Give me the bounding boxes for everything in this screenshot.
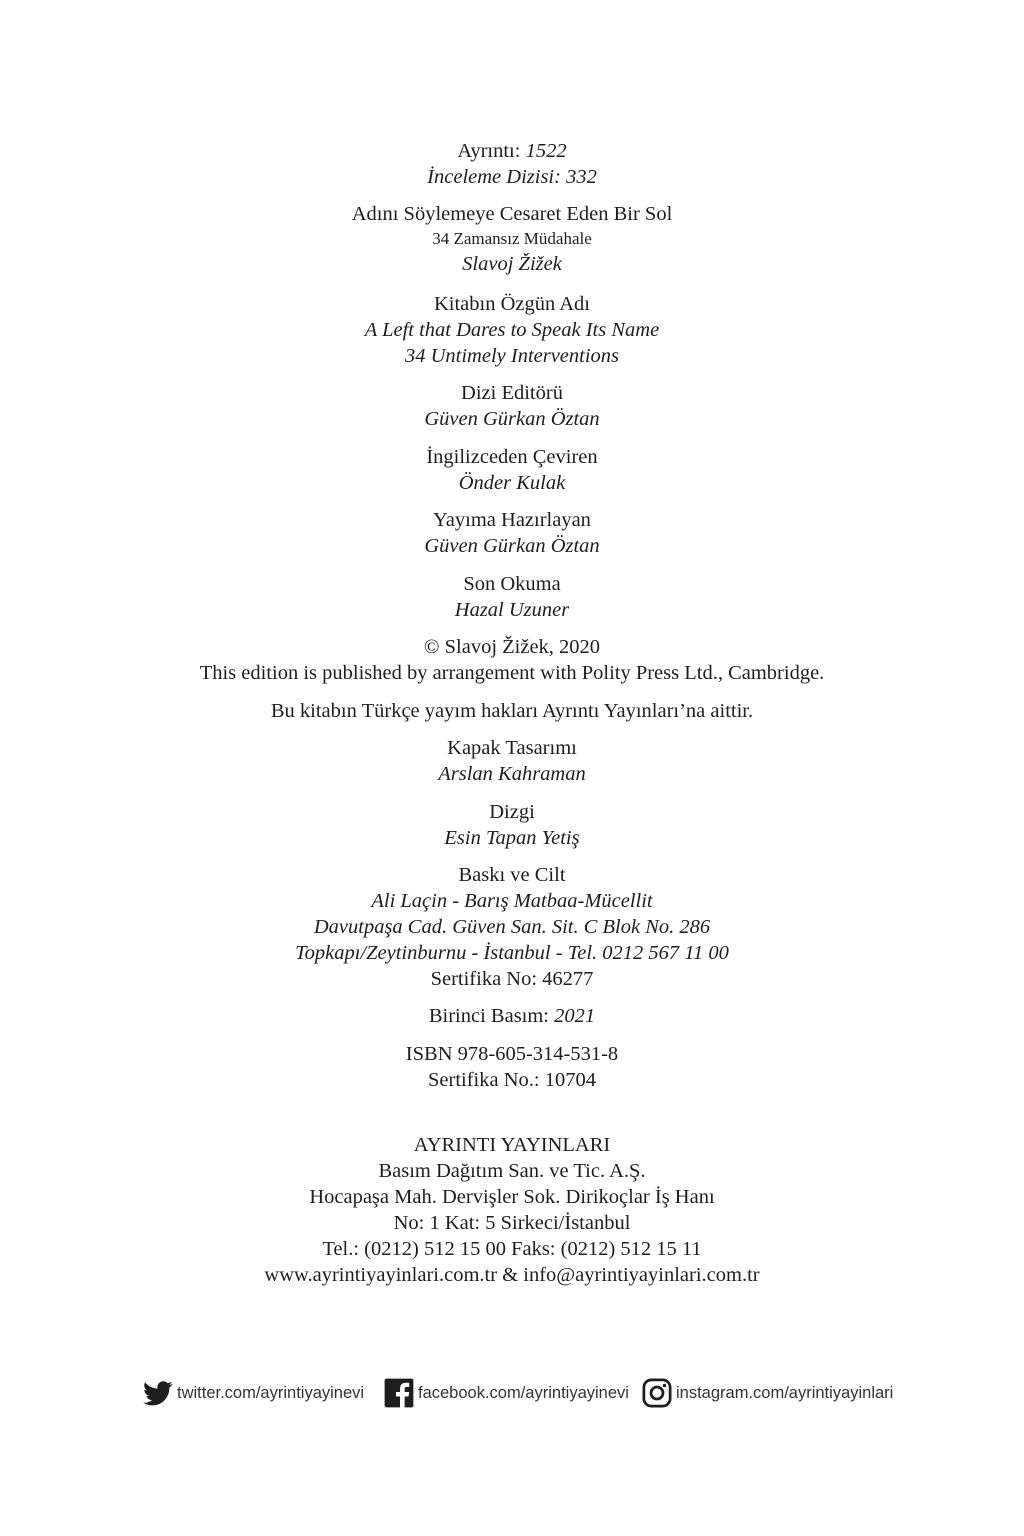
proofreading-section <box>0 571 1024 623</box>
turkish-rights: Bu kitabın Türkçe yayım hakları Ayrıntı Yayınları’na aittir. <box>270 700 754 722</box>
series-editor-section <box>0 380 1024 432</box>
publisher-certificate: Sertifika No.: 10704 <box>428 1069 596 1091</box>
cover-design-name: Arslan Kahraman <box>438 763 586 785</box>
copyright-section <box>0 634 1024 686</box>
book-title: Adını Söylemeye Cesaret Eden Bir Sol <box>351 203 673 225</box>
original-title-line2: 34 Untimely Interventions <box>404 345 620 367</box>
prepared-by-label: Yayıma Hazırlayan <box>433 509 591 531</box>
inceleme-series-number: İnceleme Dizisi: 332 <box>427 166 597 188</box>
first-edition-section <box>0 1003 1024 1029</box>
translator-section <box>0 444 1024 496</box>
original-title-line1: A Left that Dares to Speak Its Name <box>364 319 660 341</box>
series-editor-name: Güven Gürkan Öztan <box>424 408 600 430</box>
twitter-link[interactable] <box>143 1376 364 1410</box>
publisher-section <box>0 1132 1024 1288</box>
copyright-line: © Slavoj Žižek, 2020 <box>423 636 601 658</box>
isbn-number: ISBN 978-605-314-531-8 <box>405 1043 619 1065</box>
original-title-section <box>0 291 1024 369</box>
publisher-address-2: No: 1 Kat: 5 Sirkeci/İstanbul <box>393 1212 631 1234</box>
translator-label: İngilizceden Çeviren <box>426 446 598 468</box>
isbn-section <box>0 1041 1024 1093</box>
facebook-link[interactable] <box>384 1376 629 1410</box>
printer-name: Ali Laçin - Barış Matbaa-Mücellit <box>371 890 653 912</box>
instagram-link[interactable] <box>642 1376 893 1410</box>
edition-arrangement: This edition is published by arrangement with Polity Press Ltd., Cambridge. <box>199 662 825 684</box>
instagram-handle: instagram.com/ayrintiyayinlari <box>676 1383 894 1402</box>
instagram-icon <box>642 1378 672 1408</box>
publisher-address: Hocapaşa Mah. Dervişler Sok. Dirikoçlar İş Hanı <box>309 1186 715 1208</box>
original-title-label: Kitabın Özgün Adı <box>433 293 590 315</box>
printer-address: Davutpaşa Cad. Güven San. Sit. C Blok No. 286 <box>313 916 711 938</box>
printer-location-phone: Topkapı/Zeytinburnu - İstanbul - Tel. 0212 567 11 00 <box>295 942 729 964</box>
book-subtitle: 34 Zamansız Müdahale <box>432 229 592 248</box>
proofreading-label: Son Okuma <box>463 573 561 595</box>
translator-name: Önder Kulak <box>458 472 566 494</box>
typesetting-name: Esin Tapan Yetiş <box>444 827 580 849</box>
twitter-icon <box>143 1378 173 1408</box>
prepared-by-section <box>0 507 1024 559</box>
publisher-series-label: Ayrıntı: <box>457 140 526 162</box>
proofreading-name: Hazal Uzuner <box>454 599 570 621</box>
book-info <box>0 201 1024 277</box>
publisher-phone-fax: Tel.: (0212) 512 15 00 Faks: (0212) 512 15 11 <box>322 1238 702 1260</box>
printing-label: Baskı ve Cilt <box>458 864 566 886</box>
rights-section <box>0 698 1024 724</box>
publisher-company: Basım Dağıtım San. ve Tic. A.Ş. <box>378 1160 646 1182</box>
publisher-series-number: 1522 <box>525 140 567 162</box>
typesetting-label: Dizgi <box>489 801 535 823</box>
typesetting-section <box>0 799 1024 851</box>
facebook-handle: facebook.com/ayrintiyayinevi <box>418 1383 629 1402</box>
series-editor-label: Dizi Editörü <box>461 382 563 404</box>
printing-section <box>0 862 1024 992</box>
printer-certificate: Sertifika No: 46277 <box>430 968 594 990</box>
first-edition-label: Birinci Basım: <box>428 1005 555 1027</box>
first-edition-year: 2021 <box>554 1005 596 1027</box>
book-author: Slavoj Žižek <box>462 253 562 275</box>
publisher-web-email: www.ayrintiyayinlari.com.tr & info@ayrintiyayinlari.com.tr <box>264 1264 760 1286</box>
prepared-by-name: Güven Gürkan Öztan <box>424 535 600 557</box>
series-info <box>0 138 1024 190</box>
facebook-icon <box>384 1378 414 1408</box>
cover-design-label: Kapak Tasarımı <box>447 737 577 759</box>
publisher-name: AYRINTI YAYINLARI <box>413 1134 611 1156</box>
cover-design-section <box>0 735 1024 787</box>
twitter-handle: twitter.com/ayrintiyayinevi <box>177 1383 365 1402</box>
